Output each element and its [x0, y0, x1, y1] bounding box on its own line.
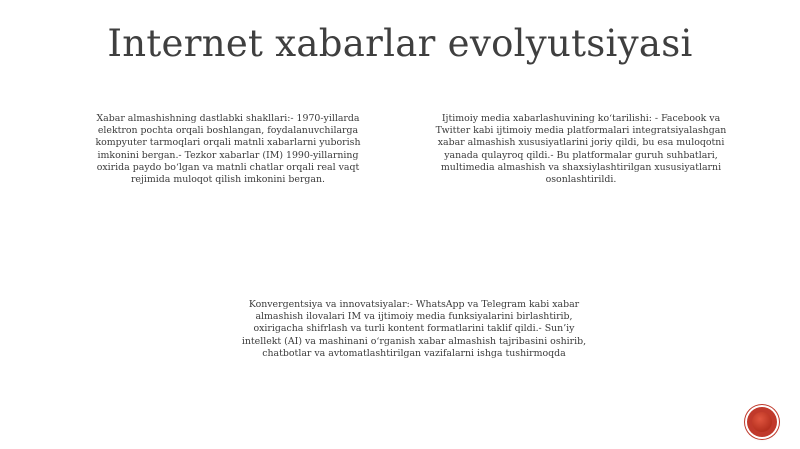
text-block-social-media: Ijtimoiy media xabarlashuvining ko‘tarilishi: - Facebook va Twitter kabi ijtimoiy media platformalari integratsiyalashgan xabar almashish xususiyatlarini joriy qildi, bu esa muloqotni yanada qulayroq qildi.- Bu platformalar guruh suhbatlari, multimedia almashish va shaxsiylashtirilgan xususiyatlarni osonlashtirildi. [435, 113, 727, 186]
text-block-early-forms: Xabar almashishning dastlabki shakllari:- 1970-yillarda elektron pochta orqali boshlangan, foydalanuvchilarga kompyuter tarmoqlari orqali matnli xabarlarni yuborish imkonini bergan.- Tezkor xabarlar (IM) 1990-yillarning oxirida paydo bo‘lgan va matnli chatlar orqali real vaqt rejimida muloqot qilish imkonini bergan. [95, 113, 361, 186]
slide-nav-button[interactable] [747, 407, 777, 437]
slide-title: Internet xabarlar evolyutsiyasi [107, 22, 693, 65]
text-block-convergence: Konvergentsiya va innovatsiyalar:- WhatsApp va Telegram kabi xabar almashish ilovalari IM va ijtimoiy media funksiyalarini birlashtirib, oxirigacha shifrlash va turli kontent formatlarini taklif qildi.- Sun’iy intellekt (AI) va mashinani o‘rganish xabar almashish tajribasini oshirib, chatbotlar va avtomatlashtirilgan vazifalarni ishga tushirmoqda [241, 299, 587, 359]
